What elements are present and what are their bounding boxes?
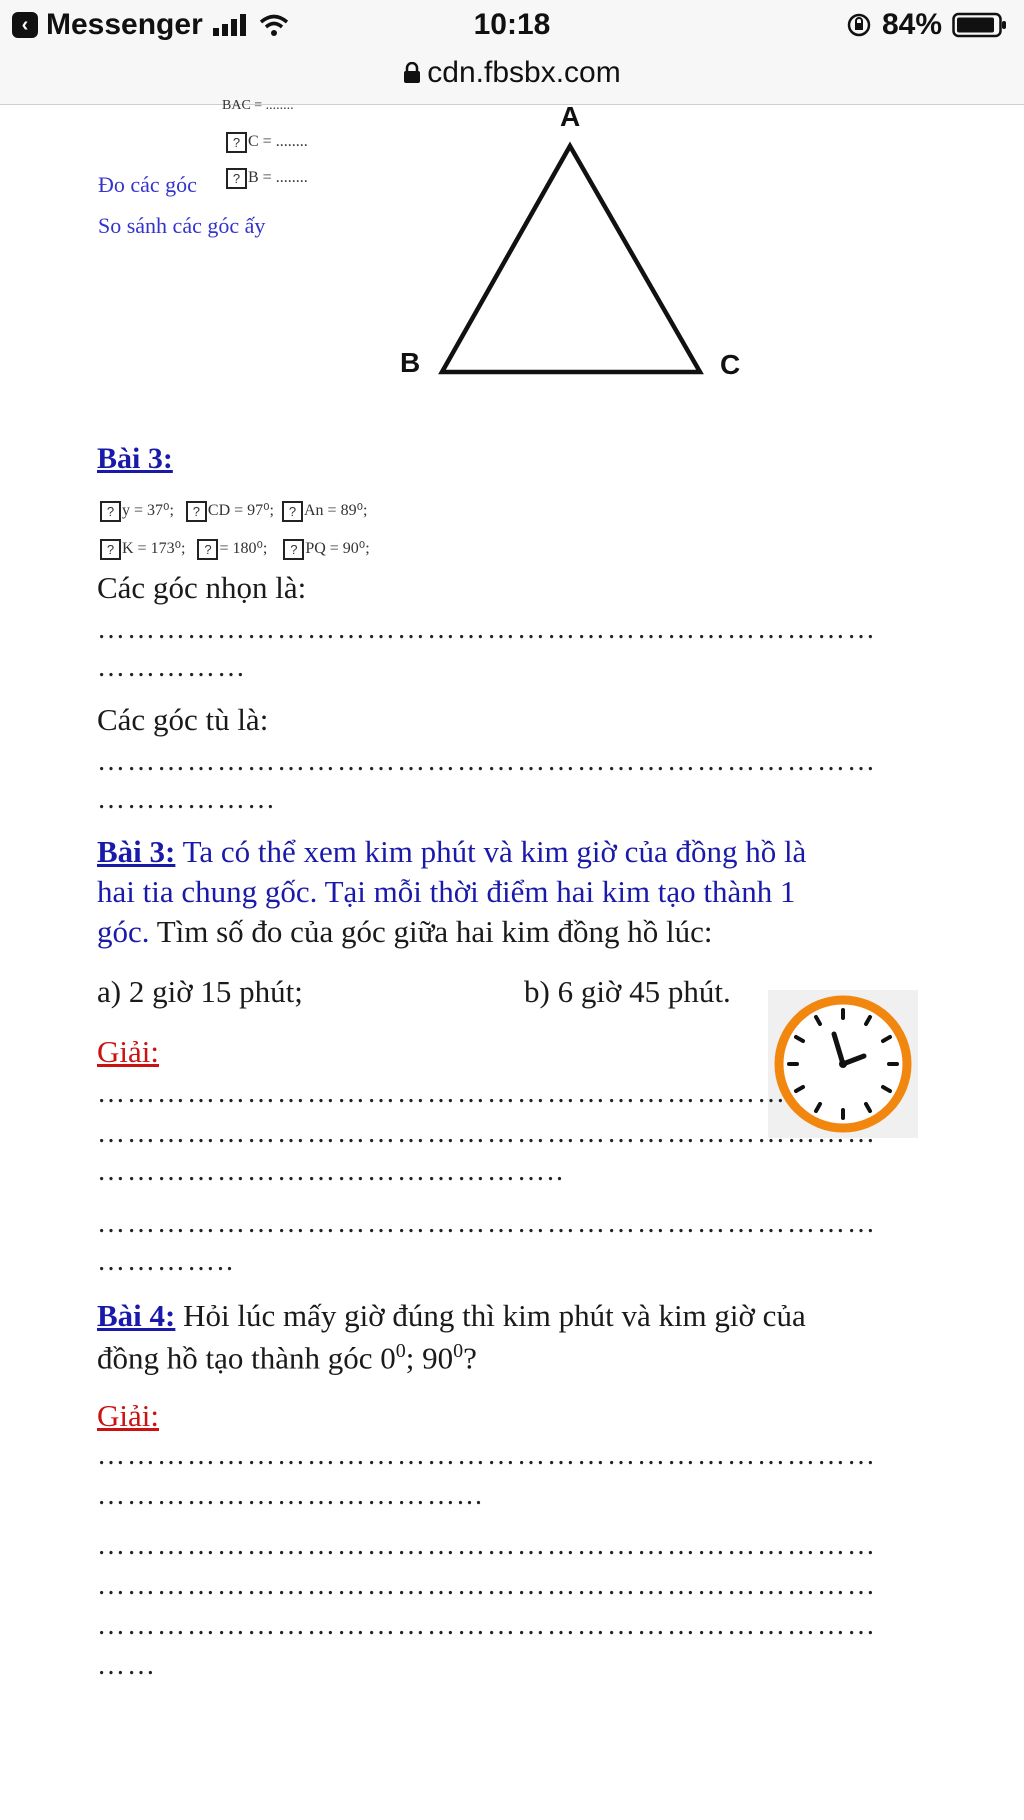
angle-acb-line: ? B = ........ bbox=[226, 168, 308, 189]
acute-angles-label: Các góc nhọn là: bbox=[97, 570, 307, 605]
answer-line: ……………………………………….. bbox=[97, 1156, 565, 1187]
unknown-glyph-icon: ? bbox=[100, 501, 121, 522]
lock-icon bbox=[403, 62, 421, 84]
angles-row-1: ? y = 37⁰; ? CD = 97⁰; ? An = 89⁰; bbox=[100, 500, 367, 522]
angle-abc-line: ? C = ........ bbox=[226, 132, 308, 153]
orientation-lock-icon bbox=[846, 12, 872, 38]
answer-line: …………… bbox=[97, 652, 247, 683]
triangle-abc-figure bbox=[390, 96, 770, 396]
part-a-text: a) 2 giờ 15 phút; bbox=[97, 974, 303, 1009]
vertex-c-label: C bbox=[720, 349, 741, 380]
answer-line: …………………………………………………………………… bbox=[97, 746, 877, 777]
clock-time: 10:18 bbox=[473, 8, 551, 41]
battery-icon bbox=[952, 12, 1008, 38]
angle-bac-line: BAC = ........ bbox=[222, 98, 294, 113]
vertex-a-label: A bbox=[560, 101, 581, 132]
unknown-glyph-icon: ? bbox=[100, 539, 121, 560]
answer-line: ………….. bbox=[97, 1246, 235, 1277]
clock-image bbox=[768, 990, 918, 1138]
unknown-glyph-icon: ? bbox=[283, 539, 304, 560]
unknown-glyph-icon: ? bbox=[226, 132, 247, 153]
bai4-line-2: đồng hồ tạo thành góc $0^0$; $90^0$? bbox=[97, 1340, 477, 1376]
answer-line: …………………………………………………………………… bbox=[97, 1610, 877, 1641]
clock-problem-line-2: hai tia chung gốc. Tại mỗi thời điểm hai kim tạo thành 1 bbox=[97, 874, 796, 909]
answer-line: …………………………………………………………………… bbox=[97, 1570, 877, 1601]
url-text: cdn.fbsbx.com bbox=[427, 56, 621, 89]
clock-problem-line-3: góc. Tìm số đo của góc giữa hai kim đồng hồ lúc: bbox=[97, 914, 713, 949]
battery-percent: 84% bbox=[881, 8, 942, 41]
bai3-title: Bài 3: bbox=[97, 442, 173, 475]
back-app-label[interactable]: Messenger bbox=[46, 8, 203, 41]
answer-line: …… bbox=[97, 1650, 157, 1681]
unknown-glyph-icon: ? bbox=[226, 168, 247, 189]
back-to-app-icon[interactable]: ‹ bbox=[12, 12, 38, 38]
clock-problem-line-1: Bài 3: Ta có thể xem kim phút và kim giờ của đồng hồ là bbox=[97, 834, 807, 869]
answer-line: …………………………………………………………………… bbox=[97, 1208, 877, 1239]
bai4-line-1: Bài 4: Hỏi lúc mấy giờ đúng thì kim phút và kim giờ của bbox=[97, 1298, 806, 1333]
answer-line: ……………… bbox=[97, 784, 277, 815]
obtuse-angles-label: Các góc tù là: bbox=[97, 702, 269, 737]
solution-label-2: Giải: bbox=[97, 1398, 159, 1433]
answer-line: ………………………………... bbox=[97, 1480, 484, 1511]
answer-line: …………………………………………………………………… bbox=[97, 1530, 877, 1561]
answer-line: …………………………………………………………………… bbox=[97, 1118, 877, 1149]
unknown-glyph-icon: ? bbox=[186, 501, 207, 522]
triangle-shape bbox=[442, 146, 700, 372]
unknown-glyph-icon: ? bbox=[197, 539, 218, 560]
solution-label-1: Giải: bbox=[97, 1034, 159, 1069]
answer-line: …………………………………………………………… bbox=[97, 1078, 787, 1109]
answer-line: …………………………………………………………………… bbox=[97, 614, 877, 645]
compare-angles-label: So sánh các góc ấy bbox=[98, 213, 266, 238]
part-b-text: b) 6 giờ 45 phút. bbox=[524, 974, 731, 1009]
vertex-b-label: B bbox=[400, 347, 421, 378]
answer-line: …………………………………………………………………… bbox=[97, 1440, 877, 1471]
angles-row-2: ? K = 173⁰; ? = 180⁰; ? PQ = 90⁰; bbox=[100, 538, 370, 560]
measure-angles-label: Đo các góc bbox=[98, 172, 197, 197]
unknown-glyph-icon: ? bbox=[282, 501, 303, 522]
clock-icon bbox=[768, 990, 918, 1138]
status-bar bbox=[0, 0, 1024, 50]
